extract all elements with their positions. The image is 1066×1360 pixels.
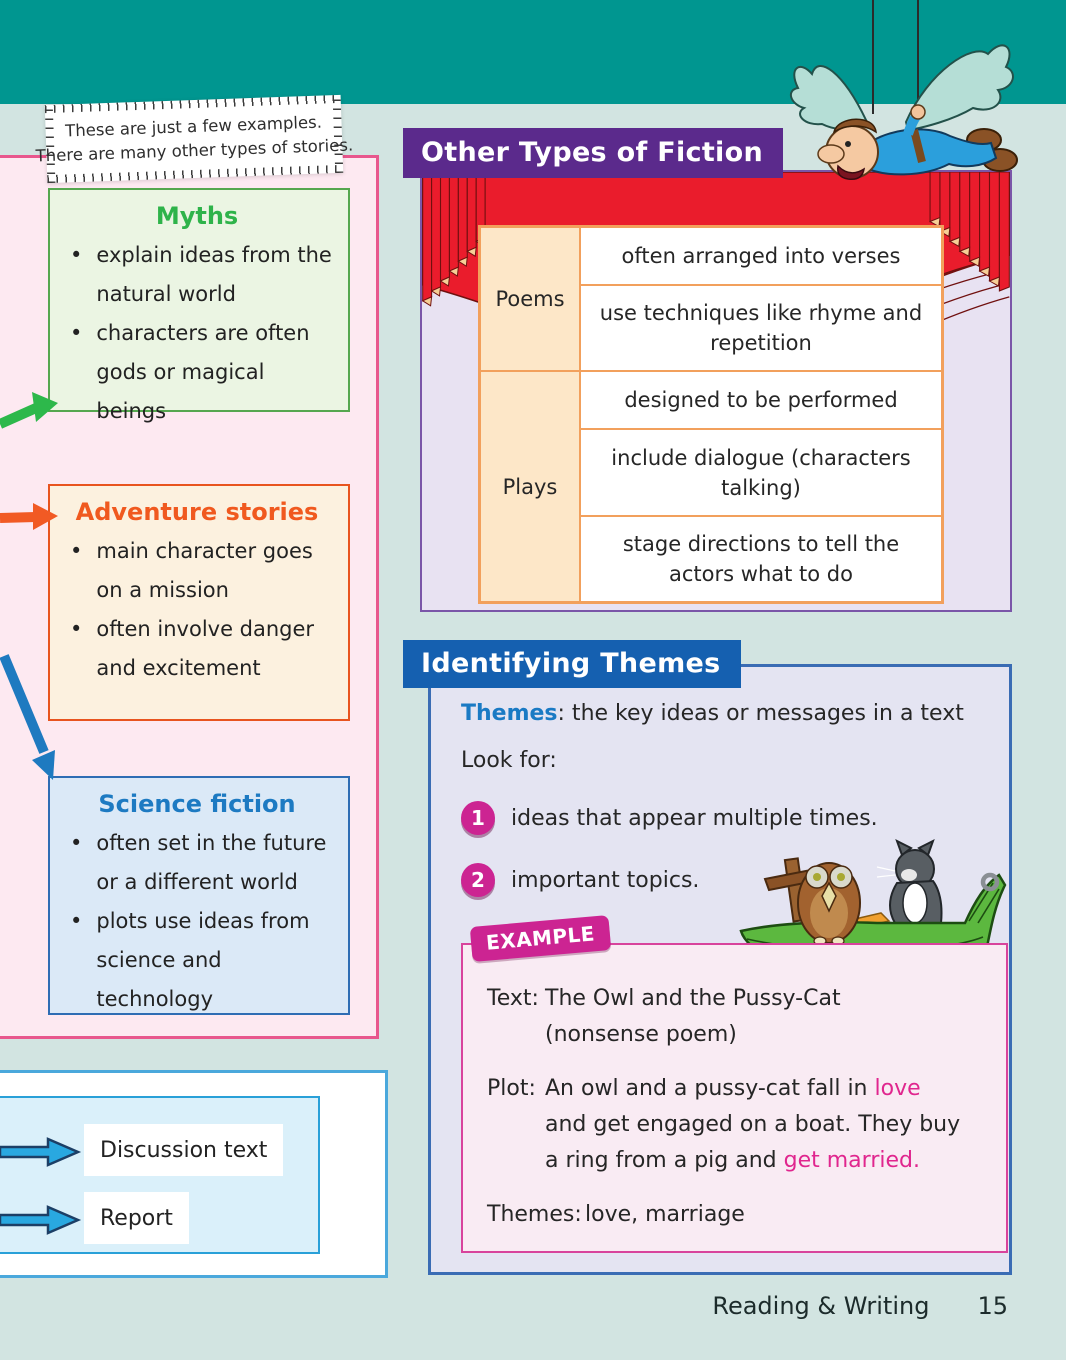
- themes-term: Themes: [461, 701, 558, 726]
- footer-section-title: Reading & Writing: [712, 1292, 930, 1320]
- blue-arrow-icon: [0, 652, 72, 786]
- note-line-2: There are many other types of stories.: [35, 135, 354, 166]
- story-types-panel: [0, 155, 379, 1039]
- adventure-stories-box: [48, 484, 350, 721]
- list-item: 2 important topics.: [461, 863, 1009, 897]
- blue-arrow-icon: [0, 1202, 82, 1238]
- example-box: [461, 943, 1008, 1253]
- number-badge: 1: [461, 801, 495, 835]
- example-plot-row: Plot: An owl and a pussy-cat fall in love and get engaged on a boat. They buy a ring from a pig and get married.: [487, 1076, 961, 1173]
- orange-arrow-icon: [0, 496, 60, 540]
- myths-box: [48, 188, 350, 423]
- highlight-love: love: [874, 1076, 921, 1101]
- page-footer: [712, 1292, 1008, 1320]
- bullet-item: • explain ideas from the natural world: [60, 236, 334, 314]
- report-label: Report: [84, 1192, 189, 1244]
- example-section: [461, 921, 1008, 1253]
- themes-definition: Themes: the key ideas or messages in a text: [461, 701, 964, 726]
- look-for-label: Look for:: [461, 748, 557, 773]
- flying-actor-illustration: [788, 0, 1020, 218]
- example-text-row: Text: The Owl and the Pussy-Cat (nonsense poem): [487, 986, 841, 1047]
- themes-panel: [428, 664, 1012, 1275]
- bullet-item: • main character goes on a mission: [60, 532, 334, 610]
- identifying-themes-header: Identifying Themes: [403, 640, 741, 688]
- other-fiction-panel: [420, 170, 1012, 612]
- table-row-type-poems: Poems: [480, 227, 580, 371]
- bullet-item: • often involve danger and excitement: [60, 610, 334, 688]
- note-box: [35, 95, 354, 183]
- poems-feature: use techniques like rhyme and repetition: [580, 285, 942, 371]
- note-line-1: These are just a few examples.: [64, 112, 323, 141]
- plays-feature: stage directions to tell the actors what to do: [580, 516, 942, 602]
- bullet-item: • plots use ideas from science and technology: [60, 902, 334, 1019]
- table-row-type-plays: Plays: [480, 371, 580, 602]
- science-fiction-box: [48, 776, 350, 1015]
- number-badge: 2: [461, 863, 495, 897]
- green-arrow-icon: [0, 386, 60, 436]
- discussion-text-label: Discussion text: [84, 1124, 283, 1176]
- example-themes-row: Themes: love, marriage: [487, 1202, 745, 1227]
- plays-feature: designed to be performed: [580, 371, 942, 429]
- highlight-get-married: get married.: [783, 1148, 920, 1173]
- plays-feature: include dialogue (characters talking): [580, 429, 942, 516]
- poems-feature: often arranged into verses: [580, 227, 942, 285]
- bullet-item: • often set in the future or a different world: [60, 824, 334, 902]
- fiction-table: [478, 225, 944, 604]
- science-title: Science fiction: [98, 790, 296, 818]
- other-types-of-fiction-header: Other Types of Fiction: [403, 128, 783, 178]
- example-tag: EXAMPLE: [470, 915, 612, 962]
- bullet-item: • characters are often gods or magical beings: [60, 314, 334, 431]
- list-item: 1 ideas that appear multiple times.: [461, 801, 1009, 835]
- page-number: 15: [977, 1292, 1008, 1320]
- blue-arrow-icon: [0, 1134, 82, 1170]
- adventure-title: Adventure stories: [75, 498, 319, 526]
- myths-title: Myths: [155, 202, 239, 230]
